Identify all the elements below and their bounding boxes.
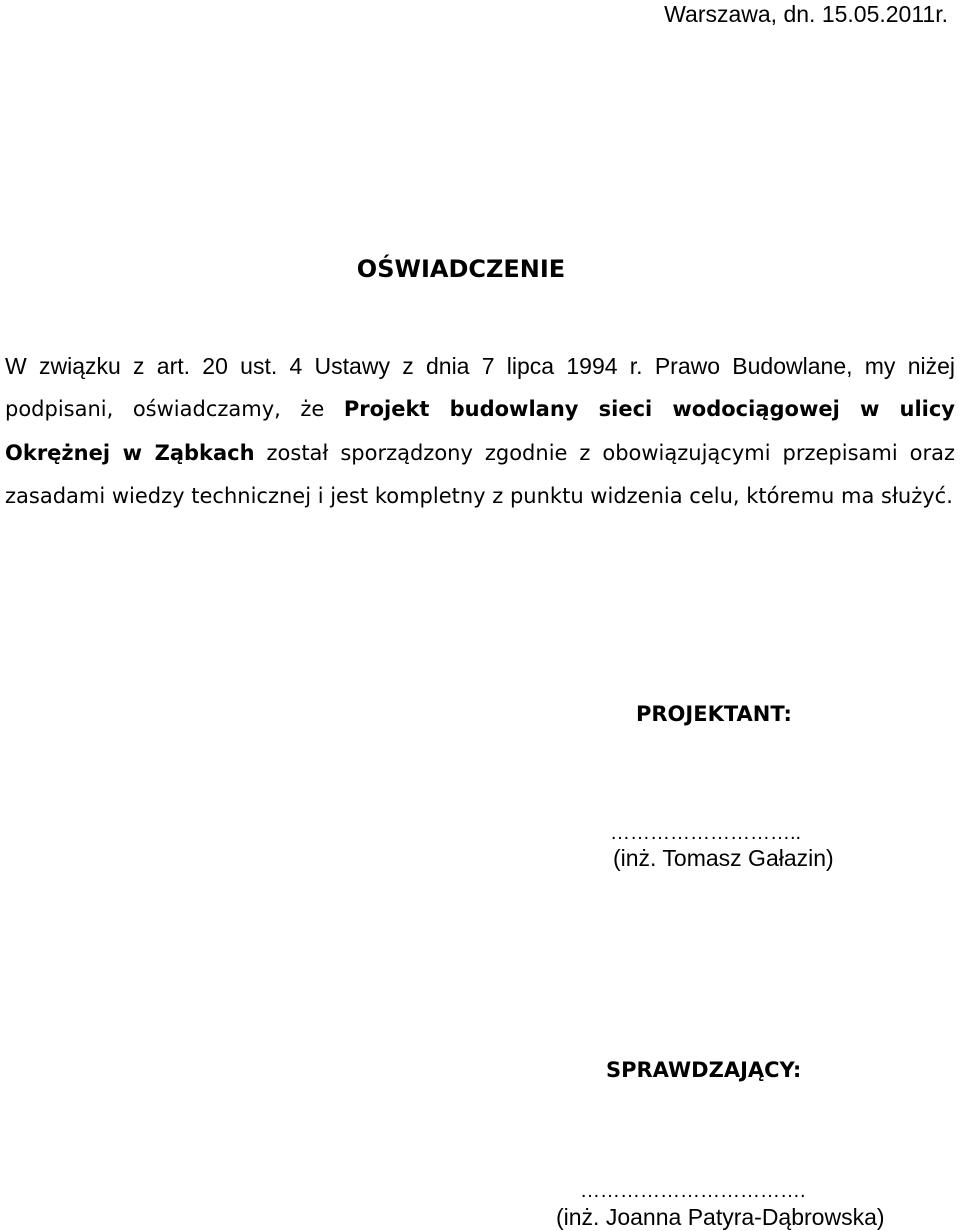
statement-text: został sporządzony zgodnie z obowiązującymi przepisami oraz xyxy=(254,441,955,465)
document-title: OŚWIADCZENIE xyxy=(356,255,566,283)
place-date: Warszawa, dn. 15.05.2011r. xyxy=(664,1,948,27)
statement-line-2 xyxy=(5,394,955,424)
project-location-emphasis: Okrężnej w Ząbkach xyxy=(5,441,255,465)
statement-line-3 xyxy=(5,438,955,468)
projektant-signature-line: ……………………….. xyxy=(610,822,802,844)
project-name-emphasis: Projekt budowlany sieci wodociągowej w ulicy xyxy=(343,397,955,421)
projektant-name: (inż. Tomasz Gałazin) xyxy=(613,845,834,871)
statement-line-4: zasadami wiedzy technicznej i jest kompletny z punktu widzenia celu, któremu ma służyć. xyxy=(5,484,953,508)
sprawdzajacy-signature-line: ……………………………. xyxy=(580,1180,806,1202)
sprawdzajacy-heading: SPRAWDZAJĄCY: xyxy=(606,1058,802,1082)
statement-line-1: W związku z art. 20 ust. 4 Ustawy z dnia 7 lipca 1994 r. Prawo Budowlane, my niżej xyxy=(5,353,955,379)
projektant-heading: PROJEKTANT: xyxy=(636,702,792,726)
sprawdzajacy-name: (inż. Joanna Patyra-Dąbrowska) xyxy=(556,1204,885,1230)
statement-text: podpisani, oświadczamy, że xyxy=(5,397,344,421)
